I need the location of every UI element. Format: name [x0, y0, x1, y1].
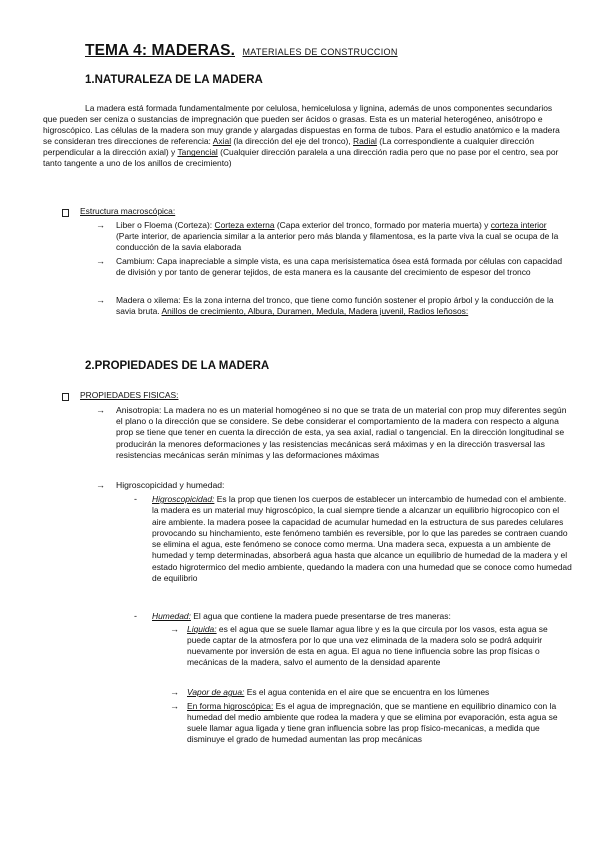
higroscopicidad-paragraph — [152, 494, 572, 584]
higro-label: Higroscopicidad y humedad: — [116, 480, 225, 490]
xilema-a: Madera o xilema: Es la zona interna del tronco, que tiene como función sostener el propio árbol y la conducción de la savia bruta. — [116, 295, 554, 317]
liber-a: Liber o Floema (Corteza): — [116, 220, 215, 230]
term-tangencial: Tangencial — [177, 147, 218, 158]
dash-icon: - — [134, 494, 137, 504]
section-heading-naturaleza: 1.NATURALEZA DE LA MADERA — [85, 74, 263, 86]
bullet-box-icon — [62, 393, 69, 401]
term-humedad: Humedad: — [152, 611, 191, 621]
humedad-text: El agua que contiene la madera puede presentarse de tres maneras: — [190, 611, 451, 621]
cambium-paragraph: Cambium: Capa inapreciable a simple vista, es una capa merisistematica ósea está formada por células con capacidad de división y por tanto de generar tejidos, de esta manera es la causante del crecimiento de espesor del tronco — [116, 256, 563, 278]
liber-paragraph — [116, 220, 571, 253]
higroscopicidad-text: Es la prop que tienen los cuerpos de establecer un intercambio de humedad con el ambiente. la madera es un material muy higroscópico, la cual siempre tiende a alcanzar un equilibrio higrocopico con el aire ambiente. la madera posee la capacidad de acumular humedad en la estructura de sus paredes celulares provocando su hinchamiento, este fenómeno también es reversible, por lo que las paredes se contraen cuando se elimina el agua, este fenómeno se conoce como merma. Una madera seca, expuesta a un ambiente de humedad y temp determinadas, absorberá agua hasta que alcance un equilibrio de humedad de la madera y el estado higrotermico del medio ambiente, quedando la madera con una humedad que se conoce como humedad de equilibrio — [152, 494, 572, 583]
section-heading-propiedades: 2.PROPIEDADES DE LA MADERA — [85, 360, 270, 372]
term-radial: Radial — [353, 136, 377, 147]
term-liquida: Liquida: — [187, 624, 217, 634]
humedad-paragraph — [152, 611, 572, 622]
estructura-label: Estructura macroscópica: — [80, 206, 176, 216]
higroscopica-paragraph — [187, 701, 573, 745]
arrow-icon: → — [96, 480, 105, 490]
higroscopica-text: Es el agua de impregnación, que se mantiene en equilibrio dinamico con la humedad del medio ambiente que rodea la madera y que se elimina por evaporación, esta agua se suele llamar agua ligada y tiene gran influencia sobre las prop físico-mecanicas, a medida que disminuye el grado de humedad aumentan las prop mecánicas — [187, 701, 558, 745]
arrow-icon: → — [170, 701, 179, 711]
intro-text: La madera está formada fundamentalmente por celulosa, hemicelulosa y lignina, además de unos componentes secundarios que pueden ser ceniza o sustancias de impregnación que pueden ser ácidos o grasas. Esta es un material heterogéneo, anisótropo e higroscópico. Las células de la madera son muy grande y alargadas dispuestas en forma de tubos. Para el estudio anatómico e la madera se consideran tres direcciones de referencia: — [43, 103, 560, 147]
arrow-icon: → — [170, 624, 179, 634]
radial-desc: (La correspondiente a cualquier dirección perpendicular a la dirección axial) y — [43, 136, 535, 158]
arrow-icon: → — [96, 295, 105, 305]
term-vapor: Vapor de agua: — [187, 687, 245, 697]
axial-desc: (la dirección del eje del tronco), — [231, 136, 354, 147]
term-higroscopica: En forma higroscópica: — [187, 701, 274, 711]
bullet-box-icon — [62, 209, 69, 217]
arrow-icon: → — [96, 220, 105, 230]
liquida-paragraph — [187, 624, 573, 668]
vapor-text: Es el agua contenida en el aire que se encuentra en los lúmenes — [244, 687, 490, 697]
arrow-icon: → — [96, 405, 105, 415]
intro-paragraph — [43, 103, 561, 170]
term-higroscopicidad: Higroscopicidad: — [152, 494, 215, 504]
liber-corteza-interior: corteza interior — [490, 220, 547, 230]
vapor-paragraph — [187, 687, 573, 698]
anisotropia-paragraph: Anisotropia: La madera no es un material homogéneo si no que se trata de un material con prop muy diferentes según el plano o la dirección que se considere. Se debe considerar el comportamiento de la madera con respecto a alguna prop se tiene que tener en cuenta la dirección de esta, ya sea axial, radial o tangencial. En la dirección longitudinal se producirán la menores deformaciones y las resistencias mecánicas será máximas y en la dirección trasversal las resistencias mecánicas serán mínimas y las deformaciones máximas — [116, 405, 567, 460]
xilema-parts: Anillos de crecimiento, Albura, Duramen, Medula, Madera juvenil, Radios leñosos: — [161, 306, 469, 317]
title-subtitle: MATERIALES DE CONSTRUCCION — [242, 47, 398, 57]
term-axial: Axial — [212, 136, 232, 147]
arrow-icon: → — [170, 687, 179, 697]
liber-e: (Parte interior, de apariencia similar a la anterior pero más blanda y filamentosa, es la parte viva la cual se ocupa de la conducción de la savia elaborada — [116, 231, 559, 253]
arrow-icon: → — [96, 256, 105, 266]
liber-c: (Capa exterior del tronco, formado por materia muerta) y — [274, 220, 491, 230]
fisicas-label: PROPIEDADES FISICAS: — [80, 390, 179, 400]
xilema-paragraph — [116, 295, 571, 317]
liber-corteza-externa: Corteza externa — [214, 220, 275, 230]
dash-icon: - — [134, 611, 137, 621]
tangencial-desc: (Cualquier dirección paralela a una dirección radia pero que no pase por el centro, sea por tanto tangente a uno de los anillos de crecimiento) — [43, 147, 559, 169]
document-title — [85, 42, 398, 60]
liquida-text: es el agua que se suele llamar agua libre y es la que circula por los vasos, esta agua se puede captar de la atmosfera por lo que una vez eliminada de la madera solo se podrá adquirir nuevamente por inversión de esta en agua. El agua no tiene influencia sobre las prop físicas o mecánicas de la madera, salvo el aumento de la densidad aparente — [187, 624, 548, 668]
title-main: TEMA 4: MADERAS. — [85, 42, 236, 59]
